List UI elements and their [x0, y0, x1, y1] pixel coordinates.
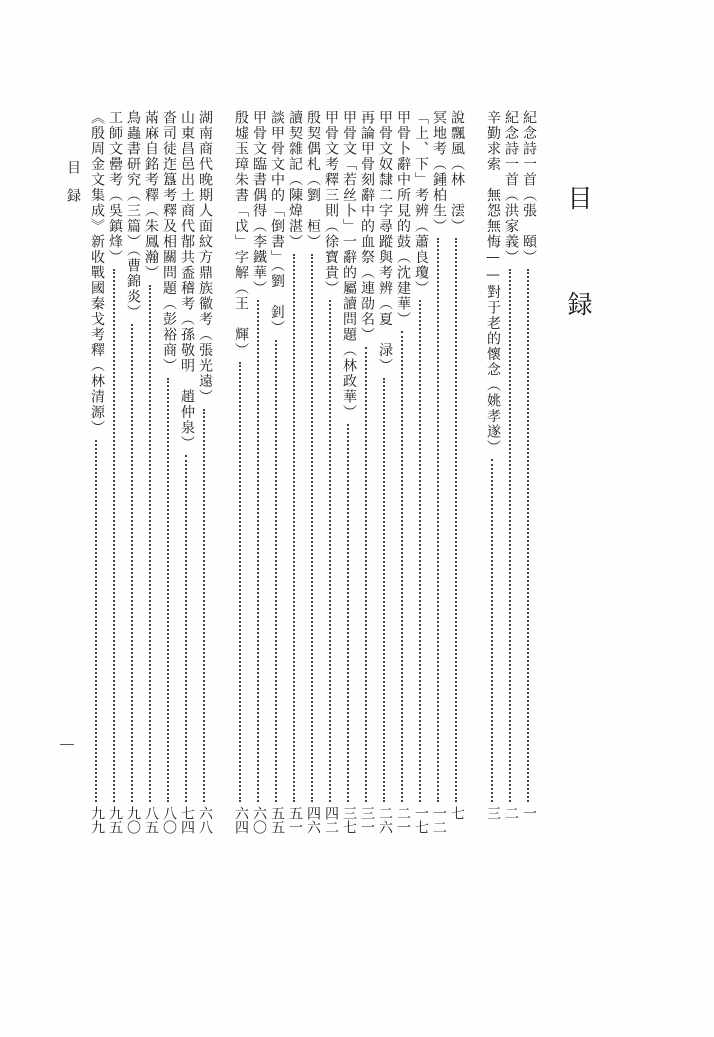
toc-leader-dots: [275, 340, 277, 803]
margin-header: 目録: [65, 160, 81, 216]
toc-entry[interactable]: [356, 110, 376, 840]
toc-leader-dots: [491, 459, 493, 802]
toc-leader-dots: [383, 378, 385, 803]
toc-entry[interactable]: [266, 110, 286, 840]
toc-leader-dots: [185, 455, 187, 802]
toc-entry[interactable]: [302, 110, 322, 840]
toc-entry-page: 三: [485, 806, 501, 820]
toc-leader-dots: [239, 362, 241, 802]
toc-entry[interactable]: [284, 110, 304, 840]
toc-entry[interactable]: [140, 110, 160, 840]
toc-entry-page: 二一: [395, 806, 411, 834]
toc-entry-title: 鳥蟲書研究（三篇）（曹錦炎）: [125, 110, 141, 320]
toc-leader-dots: [509, 269, 511, 802]
toc-entry-title: 甲骨文「若丝卜」一辭的屬讀問題（林政華）: [341, 110, 357, 420]
toc-entry-title: 讀契雜記（陳煒湛）: [287, 110, 303, 250]
toc-entry-title: 說飄風（林 澐）: [449, 110, 465, 234]
toc-entry[interactable]: [428, 110, 448, 840]
toc-entry-title: 紀念詩一首（張 頤）: [521, 110, 537, 265]
toc-entry-page: 八〇: [161, 806, 177, 834]
toc-leader-dots: [455, 238, 457, 802]
toc-leader-dots: [347, 424, 349, 802]
toc-entry-page: 二六: [377, 806, 393, 834]
toc-leader-dots: [257, 300, 259, 802]
toc-leader-dots: [149, 285, 151, 803]
toc-entry[interactable]: [320, 110, 340, 840]
toc-entry[interactable]: [104, 110, 124, 840]
toc-entry-title: 辛勤求索 無怨無悔——對于老的懷念（姚孝遂）: [485, 110, 501, 455]
toc-entry-title: 殷墟玉璋朱書「戉」字解（王 輝）: [233, 110, 249, 358]
toc-entry-page: 七四: [179, 806, 195, 834]
toc-entry-title: 紀念詩一首（洪家義）: [503, 110, 519, 265]
toc-entry[interactable]: [518, 110, 538, 840]
toc-entry-title: 「上、下」考辨（蕭良瓊）: [413, 110, 429, 296]
toc-entry-page: 六〇: [251, 806, 267, 834]
toc-entry-page: 五一: [287, 806, 303, 834]
toc-entry-title: 工師文罍考（吳鎮烽）: [107, 110, 123, 265]
toc-entry[interactable]: [248, 110, 268, 840]
toc-entry-title: 談甲骨文中的「倒書」（劉 釗）: [269, 110, 285, 336]
page-title: 目 録: [564, 185, 593, 342]
toc-entry[interactable]: [446, 110, 466, 840]
toc-entry-title: 甲骨卜辭中所見的鼓（沈建華）: [395, 110, 411, 327]
toc-leader-dots: [167, 378, 169, 803]
toc-entry[interactable]: [86, 110, 106, 840]
toc-entry[interactable]: [176, 110, 196, 840]
toc-entry-page: 一二: [431, 806, 447, 834]
toc-entry-title: 㒼麻自銘考釋（朱鳳瀚）: [143, 110, 159, 281]
toc-entry-title: 沓司徒迮簋考釋及相關問題（彭裕商）: [161, 110, 177, 374]
toc-entry-page: 一七: [413, 806, 429, 834]
toc-leader-dots: [437, 238, 439, 802]
toc-leader-dots: [131, 324, 133, 802]
toc-entry-title: 殷契偶札（劉 桓）: [305, 110, 321, 250]
toc-entry[interactable]: [392, 110, 412, 840]
toc-leader-dots: [527, 269, 529, 802]
toc-entry-title: 湖南商代晚期人面紋方鼎族徽考（張光遠）: [197, 110, 213, 405]
toc-leader-dots: [95, 440, 97, 803]
toc-entry-title: 冥地考（鍾柏生）: [431, 110, 447, 234]
toc-entry[interactable]: [158, 110, 178, 840]
toc-entry-page: 四二: [323, 806, 339, 834]
toc-entry[interactable]: [338, 110, 358, 840]
toc-entry[interactable]: [410, 110, 430, 840]
toc-entry[interactable]: [230, 110, 250, 840]
page-mark: [60, 744, 74, 745]
toc-entry[interactable]: [374, 110, 394, 840]
toc-entry-page: 四六: [305, 806, 321, 834]
toc-entry-title: 《殷周金文集成》新收戰國秦戈考釋（林清源）: [89, 110, 105, 436]
toc-entry-page: 九五: [107, 806, 123, 834]
toc-leader-dots: [203, 409, 205, 803]
toc-entry-page: 二: [503, 806, 519, 820]
toc-entry[interactable]: [122, 110, 142, 840]
toc-leader-dots: [311, 254, 313, 803]
toc-entry[interactable]: [482, 110, 502, 840]
toc-entry-page: 三一: [359, 806, 375, 834]
toc-leader-dots: [113, 269, 115, 802]
toc-entry-page: 八五: [143, 806, 159, 834]
toc-leader-dots: [329, 300, 331, 802]
toc-leader-dots: [419, 300, 421, 802]
toc-entry-title: 山東昌邑出土商代鄁共盉稽考（孫敬明 趙仲泉）: [179, 110, 195, 451]
toc-entry-page: 三七: [341, 806, 357, 834]
toc-entry-page: 五五: [269, 806, 285, 834]
toc-leader-dots: [365, 347, 367, 803]
toc-entry-title: 再論甲骨刻辭中的血祭（連劭名）: [359, 110, 375, 343]
toc-leader-dots: [401, 331, 403, 802]
toc-entry-page: 九〇: [125, 806, 141, 834]
toc-entry-page: 九九: [89, 806, 105, 834]
toc-leader-dots: [293, 254, 295, 803]
toc-entry-title: 甲骨文奴隸二字尋蹤與考辨（夏 渌）: [377, 110, 393, 374]
toc-entry-title: 甲骨文考釋三則（徐寶貴）: [323, 110, 339, 296]
toc-entry[interactable]: [500, 110, 520, 840]
toc-entry[interactable]: [194, 110, 214, 840]
toc-entry-page: 七: [449, 806, 465, 820]
toc-entry-title: 甲骨文臨書偶得（李鐵華）: [251, 110, 267, 296]
toc-entry-page: 六四: [233, 806, 249, 834]
toc-entry-page: 一: [521, 806, 537, 820]
toc-entry-page: 六八: [197, 806, 213, 834]
